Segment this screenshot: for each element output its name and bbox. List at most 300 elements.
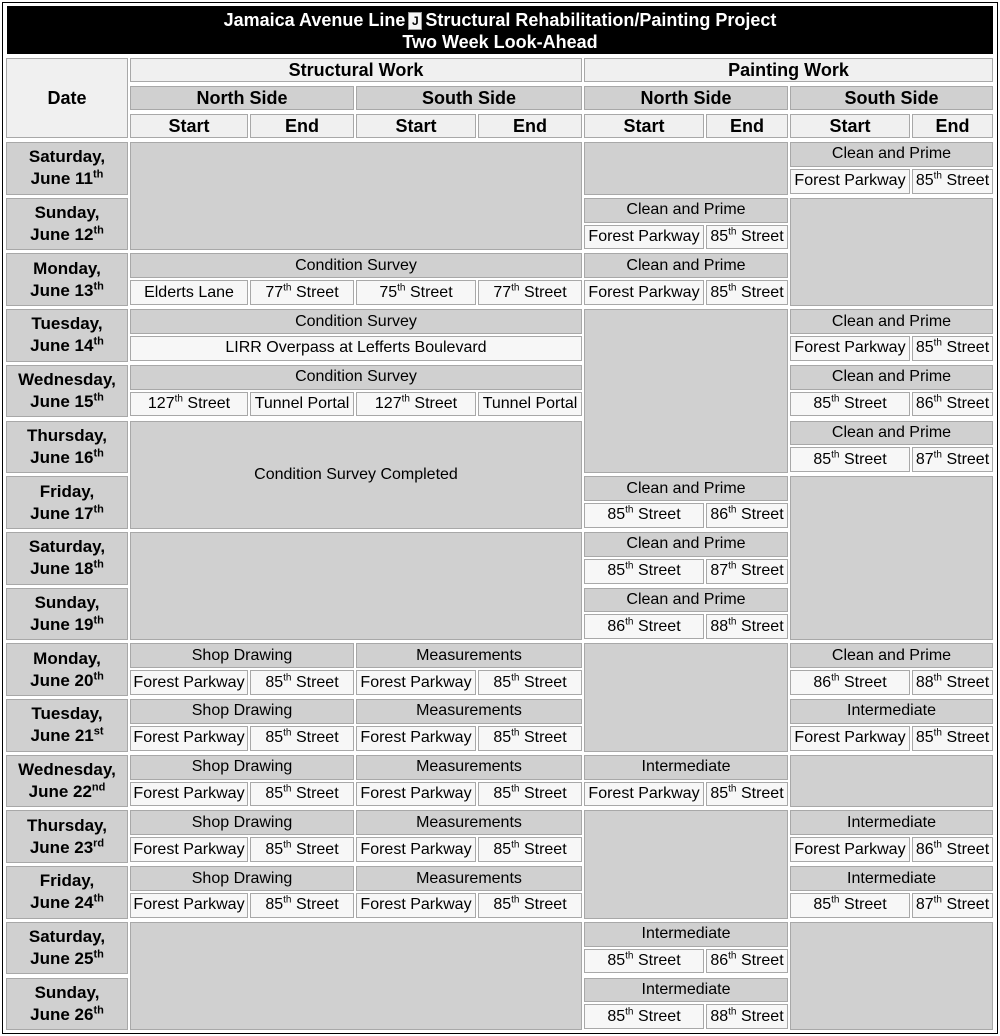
location-ordinal: th: [625, 1006, 634, 1018]
location-ordinal: th: [933, 672, 942, 684]
location-ordinal: th: [625, 505, 634, 517]
date-ordinal: th: [93, 502, 104, 515]
painting-location-cell: [706, 614, 788, 639]
header-end-col5: End: [706, 114, 788, 138]
location-text: Tunnel Portal: [482, 395, 578, 413]
location-text: 85: [710, 283, 729, 301]
structural-location-cell: [356, 392, 476, 417]
date-ordinal: th: [93, 669, 104, 682]
location-text: 88: [915, 673, 934, 691]
date-day: [29, 781, 106, 803]
location-suffix: $^{th}$ Street: [933, 672, 990, 691]
structural-activity-cell: Condition Survey Completed: [130, 421, 582, 529]
structural-location-cell: [356, 670, 476, 695]
date-ordinal: th: [93, 391, 104, 404]
location-text: Forest Parkway: [133, 729, 245, 747]
date-weekday: Saturday,: [28, 927, 106, 947]
location-text: Forest Parkway: [588, 784, 700, 802]
location-suffix: $^{th}$ Street: [933, 727, 990, 747]
location-ordinal: th: [283, 783, 292, 795]
location-suffix: $^{th}$ Street: [625, 505, 681, 524]
location-suffix: $^{th}$ Street: [831, 449, 887, 468]
painting-activity-cell: Clean and Prime: [584, 198, 788, 223]
location-ordinal: th: [831, 895, 840, 907]
painting-location-cell: [706, 1004, 788, 1029]
structural-location-cell: [250, 392, 354, 417]
structural-location-cell: [250, 280, 354, 305]
date-ordinal: th: [93, 558, 104, 571]
structural-location-cell: [356, 280, 476, 305]
painting-location-cell: [912, 893, 993, 918]
location-suffix: $^{th}$ Street: [511, 282, 567, 301]
document-title: [7, 6, 993, 54]
header-end-col3: End: [478, 114, 582, 138]
structural-location-cell: [478, 392, 582, 417]
date-cell: [6, 476, 128, 529]
location-text: 85: [265, 896, 284, 914]
location-ordinal: th: [283, 895, 292, 907]
location-text: 88: [710, 617, 729, 635]
location-text: 85: [607, 1007, 626, 1025]
location-ordinal: th: [625, 616, 634, 628]
location-text: 85: [710, 227, 729, 245]
location-ordinal: th: [728, 560, 737, 572]
location-text: 85: [710, 784, 729, 802]
header-start-col4: Start: [584, 114, 704, 138]
painting-empty-block: [790, 922, 993, 1030]
date-weekday: Tuesday,: [31, 314, 103, 334]
date-weekday: Monday,: [33, 648, 101, 668]
date-text: June 26: [30, 1004, 94, 1024]
painting-location-cell: [584, 949, 704, 974]
painting-location-cell: [584, 225, 704, 250]
date-day: [30, 558, 104, 580]
location-text: 86: [710, 952, 729, 970]
date-ordinal: th: [93, 1004, 104, 1017]
location-text: 87: [710, 562, 729, 580]
structural-activity-cell: Condition Survey: [130, 253, 582, 278]
header-painting-south-side: South Side: [790, 86, 993, 110]
structural-location-cell: [478, 280, 582, 305]
location-suffix: $^{th}$ Street: [283, 783, 339, 802]
location-text: 85: [493, 729, 512, 747]
painting-activity-cell: Clean and Prime: [790, 142, 993, 167]
painting-activity-cell: Clean and Prime: [584, 476, 788, 501]
location-text: Elderts Lane: [144, 283, 234, 301]
location-suffix: $^{th}$ Street: [625, 1006, 681, 1025]
location-text: 85: [265, 840, 284, 858]
painting-location-cell: [790, 726, 910, 751]
structural-location-cell: [356, 893, 476, 918]
location-text: 85: [915, 729, 934, 747]
location-suffix: $^{th}$ Street: [831, 672, 887, 691]
date-cell: [6, 866, 128, 919]
location-text: 85: [813, 450, 832, 468]
location-suffix: $^{th}$ Street: [625, 616, 681, 635]
date-text: June 12: [30, 225, 94, 245]
structural-location-cell: [130, 392, 248, 417]
painting-activity-cell: Intermediate: [790, 699, 993, 724]
painting-empty-block: [584, 142, 788, 195]
structural-activity-cell: Condition Survey: [130, 365, 582, 390]
painting-location-cell: [706, 225, 788, 250]
location-ordinal: th: [831, 672, 840, 684]
painting-activity-cell: Clean and Prime: [790, 421, 993, 446]
painting-activity-cell: Intermediate: [584, 755, 788, 780]
location-ordinal: th: [511, 783, 520, 795]
location-ordinal: th: [728, 950, 737, 962]
location-ordinal: th: [625, 950, 634, 962]
date-text: June 19: [30, 614, 94, 634]
header-start-col6: Start: [790, 114, 910, 138]
date-weekday: Wednesday,: [18, 370, 116, 390]
date-weekday: Friday,: [39, 871, 95, 891]
structural-activity-cell: Shop Drawing: [130, 699, 354, 724]
date-day: [30, 447, 104, 469]
header-date: Date: [6, 58, 128, 138]
painting-activity-cell: Clean and Prime: [790, 309, 993, 334]
structural-location-cell: [478, 782, 582, 807]
date-text: June 25: [30, 949, 94, 969]
date-ordinal: th: [93, 948, 104, 961]
date-cell: [6, 810, 128, 863]
date-text: June 24: [30, 893, 94, 913]
structural-activity-cell: Measurements: [356, 810, 582, 835]
location-suffix: $^{th}$ Street: [933, 393, 990, 413]
header-start-col2: Start: [356, 114, 476, 138]
date-cell: [6, 922, 128, 975]
structural-location-cell: [356, 782, 476, 807]
date-day: [30, 224, 104, 246]
date-cell: [6, 755, 128, 808]
location-text: 77: [265, 283, 284, 301]
painting-location-cell: [706, 503, 788, 528]
location-text: 85: [493, 896, 512, 914]
location-ordinal: th: [511, 895, 520, 907]
location-suffix: $^{th}$ Street: [728, 226, 784, 245]
structural-activity-cell: Measurements: [356, 699, 582, 724]
date-day: [30, 335, 104, 357]
location-text: 85: [607, 562, 626, 580]
painting-location-cell: [912, 837, 993, 862]
location-text: Forest Parkway: [794, 339, 906, 357]
location-text: 85: [493, 673, 512, 691]
date-ordinal: st: [93, 725, 104, 738]
location-ordinal: th: [397, 282, 406, 294]
location-text: 75: [379, 283, 398, 301]
location-ordinal: th: [933, 895, 942, 907]
structural-location-cell: [478, 893, 582, 918]
date-ordinal: rd: [93, 837, 105, 850]
location-text: Forest Parkway: [360, 673, 472, 691]
structural-activity-cell: Shop Drawing: [130, 643, 354, 668]
location-text: 86: [813, 673, 832, 691]
structural-activity-cell: Shop Drawing: [130, 866, 354, 891]
date-weekday: Sunday,: [34, 592, 100, 612]
location-suffix: $^{th}$ Street: [728, 282, 784, 301]
location-ordinal: th: [283, 839, 292, 851]
location-ordinal: th: [933, 393, 942, 405]
painting-location-cell: [912, 670, 993, 695]
structural-location-cell: [478, 726, 582, 751]
title-prefix: Jamaica Avenue Line: [223, 10, 406, 30]
header-structural-north-side: North Side: [130, 86, 354, 110]
date-day: [30, 1004, 104, 1026]
location-ordinal: th: [728, 282, 737, 294]
location-suffix: $^{th}$ Street: [511, 672, 567, 691]
date-cell: [6, 253, 128, 306]
location-text: 77: [493, 283, 512, 301]
location-ordinal: th: [831, 449, 840, 461]
location-ordinal: th: [728, 226, 737, 238]
location-suffix: $^{th}$ Street: [728, 560, 784, 580]
painting-activity-cell: Clean and Prime: [584, 588, 788, 613]
date-cell: [6, 309, 128, 362]
date-text: June 23: [29, 837, 94, 857]
location-suffix: $^{th}$ Street: [174, 393, 231, 413]
header-end-col1: End: [250, 114, 354, 138]
location-suffix: $^{th}$ Street: [728, 1006, 784, 1025]
date-ordinal: th: [93, 335, 104, 348]
location-text: Forest Parkway: [360, 729, 472, 747]
painting-activity-cell: Intermediate: [584, 978, 788, 1003]
location-ordinal: th: [283, 282, 292, 294]
structural-location-cell: [250, 837, 354, 862]
location-ordinal: th: [728, 616, 737, 628]
structural-location-cell: [130, 670, 248, 695]
painting-location-cell: [584, 782, 704, 807]
location-suffix: $^{th}$ Street: [283, 895, 339, 914]
date-weekday: Thursday,: [27, 425, 107, 445]
date-day: [30, 280, 104, 302]
header-painting-work: Painting Work: [584, 58, 993, 82]
location-ordinal: th: [283, 727, 292, 739]
structural-empty-block: [130, 922, 582, 1030]
location-suffix: $^{th}$ Street: [401, 393, 458, 413]
painting-location-cell: [912, 169, 993, 194]
title-line-1: [7, 10, 993, 31]
title-suffix: Structural Rehabilitation/Painting Project: [425, 10, 777, 30]
location-suffix: $^{th}$ Street: [511, 895, 567, 914]
location-text: 85: [493, 784, 512, 802]
date-text: June 20: [30, 670, 94, 690]
date-text: June 21: [30, 726, 94, 746]
structural-location-cell: [250, 893, 354, 918]
header-end-col7: End: [912, 114, 993, 138]
title-line-2: Two Week Look-Ahead: [402, 32, 598, 52]
structural-location-cell: [356, 837, 476, 862]
painting-activity-cell: Clean and Prime: [790, 643, 993, 668]
date-cell: [6, 643, 128, 696]
painting-location-cell: [912, 392, 993, 417]
header-painting-north-side: North Side: [584, 86, 788, 110]
date-weekday: Wednesday,: [18, 760, 116, 780]
location-text: Forest Parkway: [133, 896, 245, 914]
location-ordinal: th: [933, 338, 942, 350]
location-ordinal: th: [283, 672, 292, 684]
date-cell: [6, 978, 128, 1031]
date-day: [30, 892, 104, 914]
painting-location-cell: [584, 280, 704, 305]
location-suffix: $^{th}$ Street: [625, 560, 681, 580]
structural-empty-block: [130, 532, 582, 640]
date-cell: [6, 588, 128, 641]
location-text: 86: [710, 506, 729, 524]
location-text: 87: [915, 896, 934, 914]
structural-location-cell: [250, 670, 354, 695]
location-suffix: $^{th}$ Street: [933, 338, 990, 357]
location-text: Forest Parkway: [360, 896, 472, 914]
location-suffix: $^{th}$ Street: [511, 839, 567, 858]
location-text: 86: [607, 617, 626, 635]
location-suffix: $^{th}$ Street: [933, 839, 990, 858]
painting-location-cell: [912, 447, 993, 472]
location-suffix: $^{th}$ Street: [728, 616, 784, 635]
painting-location-cell: [584, 614, 704, 639]
painting-location-cell: [790, 336, 910, 361]
location-text: 127: [374, 395, 402, 413]
painting-location-cell: [912, 336, 993, 361]
date-day: [30, 948, 104, 970]
location-suffix: $^{th}$ Street: [728, 950, 784, 970]
location-text: 85: [607, 506, 626, 524]
date-weekday: Thursday,: [27, 815, 107, 835]
structural-location-cell: [478, 837, 582, 862]
structural-activity-cell: Measurements: [356, 643, 582, 668]
location-suffix: $^{th}$ Street: [397, 282, 453, 301]
painting-location-cell: [584, 503, 704, 528]
location-text: Forest Parkway: [360, 840, 472, 858]
structural-location-cell: [130, 336, 582, 361]
location-suffix: $^{th}$ Street: [283, 282, 339, 301]
painting-activity-cell: Clean and Prime: [584, 532, 788, 557]
date-text: June 18: [30, 559, 94, 579]
location-text: 127: [147, 395, 175, 413]
location-text: Forest Parkway: [133, 840, 245, 858]
painting-location-cell: [790, 893, 910, 918]
structural-location-cell: [130, 782, 248, 807]
painting-empty-block: [584, 309, 788, 473]
painting-location-cell: [706, 280, 788, 305]
location-ordinal: th: [728, 1006, 737, 1018]
location-text: Forest Parkway: [588, 227, 700, 245]
location-suffix: $^{th}$ Street: [625, 950, 681, 970]
painting-location-cell: [790, 392, 910, 417]
location-text: 85: [265, 784, 284, 802]
painting-empty-block: [790, 198, 993, 306]
structural-activity-cell: Measurements: [356, 866, 582, 891]
location-suffix: $^{th}$ Street: [511, 783, 567, 802]
location-ordinal: th: [933, 727, 942, 739]
location-ordinal: th: [728, 505, 737, 517]
date-cell: [6, 699, 128, 752]
location-suffix: $^{th}$ Street: [728, 505, 784, 524]
structural-activity-cell: Shop Drawing: [130, 810, 354, 835]
date-ordinal: th: [93, 447, 104, 460]
location-ordinal: th: [511, 839, 520, 851]
location-suffix: $^{th}$ Street: [283, 672, 339, 691]
location-ordinal: th: [511, 672, 520, 684]
date-ordinal: th: [92, 168, 104, 181]
location-ordinal: th: [174, 393, 183, 405]
j-line-badge: J: [408, 12, 422, 30]
date-cell: [6, 365, 128, 418]
date-weekday: Friday,: [39, 481, 95, 501]
structural-location-cell: [250, 726, 354, 751]
painting-activity-cell: Clean and Prime: [584, 253, 788, 278]
structural-location-cell: [130, 280, 248, 305]
location-ordinal: th: [831, 393, 840, 405]
painting-empty-block: [790, 476, 993, 640]
painting-location-cell: [790, 837, 910, 862]
header-structural-work: Structural Work: [130, 58, 582, 82]
location-suffix: $^{th}$ Street: [831, 895, 887, 914]
date-day: [31, 168, 104, 190]
location-ordinal: th: [625, 560, 634, 572]
date-weekday: Saturday,: [28, 147, 106, 167]
structural-location-cell: [250, 782, 354, 807]
date-day: [30, 837, 104, 859]
location-suffix: $^{th}$ Street: [511, 727, 567, 747]
location-text: 85: [607, 952, 626, 970]
location-text: 85: [915, 339, 934, 357]
date-weekday: Sunday,: [34, 982, 100, 1002]
location-ordinal: th: [933, 170, 942, 182]
location-text: 86: [915, 395, 934, 413]
date-text: June 15: [30, 392, 94, 412]
date-day: [30, 503, 104, 525]
location-text: Forest Parkway: [588, 283, 700, 301]
location-text: Forest Parkway: [794, 840, 906, 858]
date-ordinal: nd: [91, 781, 106, 794]
structural-location-cell: [130, 893, 248, 918]
location-suffix: $^{th}$ Street: [933, 895, 990, 914]
painting-location-cell: [584, 1004, 704, 1029]
painting-activity-cell: Intermediate: [584, 922, 788, 947]
location-text: 85: [915, 172, 934, 190]
date-cell: [6, 532, 128, 585]
date-cell: [6, 198, 128, 251]
painting-activity-cell: Clean and Prime: [790, 365, 993, 390]
location-text: 85: [813, 896, 832, 914]
structural-location-cell: [130, 837, 248, 862]
location-text: 86: [915, 840, 934, 858]
location-suffix: $^{th}$ Street: [933, 170, 990, 190]
location-suffix: $^{th}$ Street: [728, 783, 784, 802]
date-cell: [6, 142, 128, 195]
date-day: [30, 614, 104, 636]
date-text: June 17: [30, 503, 94, 523]
location-text: LIRR Overpass at Lefferts Boulevard: [225, 339, 487, 357]
location-suffix: $^{th}$ Street: [283, 727, 339, 747]
date-day: [30, 725, 103, 747]
structural-location-cell: [130, 726, 248, 751]
location-text: Forest Parkway: [360, 784, 472, 802]
location-text: 87: [915, 450, 934, 468]
painting-location-cell: [790, 670, 910, 695]
location-suffix: $^{th}$ Street: [933, 449, 990, 468]
location-ordinal: th: [933, 449, 942, 461]
date-weekday: Sunday,: [34, 203, 100, 223]
painting-location-cell: [584, 559, 704, 584]
location-text: Forest Parkway: [133, 784, 245, 802]
painting-empty-block: [790, 755, 993, 808]
structural-activity-cell: Condition Survey: [130, 309, 582, 334]
location-text: Forest Parkway: [794, 172, 906, 190]
structural-location-cell: [356, 726, 476, 751]
date-text: June 11: [30, 169, 93, 189]
location-text: Tunnel Portal: [254, 395, 350, 413]
